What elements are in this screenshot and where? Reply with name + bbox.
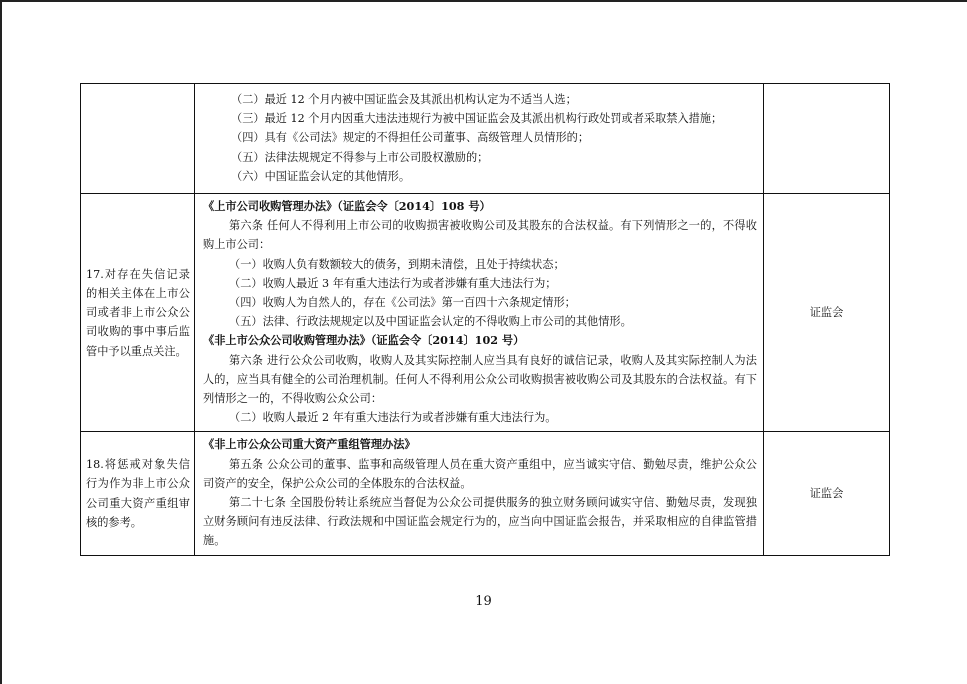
law-cell — [195, 84, 764, 194]
item-cell — [81, 432, 195, 555]
page-border-left — [0, 0, 2, 684]
list-item: （一）收购人负有数额较大的债务，到期未清偿，且处于持续状态； — [229, 257, 565, 271]
law-article: 第五条 公众公司的董事、监事和高级管理人员在重大资产重组中，应当诚实守信、勤勉尽责，维护公众公司资产的安全，保护公众公司的全体股东的合法权益。 — [203, 457, 757, 490]
list-item: （五）法律法规规定不得参与上市公司股权激励的； — [231, 150, 489, 164]
agency-cell — [764, 194, 890, 432]
agency-label: 证监会 — [809, 306, 844, 320]
agency-label: 证监会 — [809, 486, 844, 500]
law-title: 《上市公司收购管理办法》（证监会令〔2014〕108 号） — [203, 199, 491, 213]
list-item: （四）收购人为自然人的，存在《公司法》第一百四十六条规定情形； — [229, 296, 576, 310]
law-cell — [195, 194, 764, 432]
agency-cell — [764, 432, 890, 555]
law-article: 第六条 进行公众公司收购，收购人及其实际控制人应当具有良好的诚信记录，收购人及其实际控制人为法人的，应当具有健全的公司治理机制。任何人不得利用公众公司收购损害被收购公司及其股东的合法权益。有下列情形之一的，不得收购公众公司： — [203, 353, 757, 406]
law-title: 《非上市公众公司收购管理办法》（证监会令〔2014〕102 号） — [203, 333, 525, 348]
item-cell-empty — [81, 84, 195, 194]
list-item: （五）法律、行政法规规定以及中国证监会认定的不得收购上市公司的其他情形。 — [229, 315, 632, 329]
table-row-18 — [81, 432, 890, 555]
list-item: （二）收购人最近 2 年有重大违法行为或者涉嫌有重大违法行为。 — [229, 411, 557, 425]
table-row-continued — [81, 84, 890, 194]
table-row-17 — [81, 194, 890, 432]
law-article: 第六条 任何人不得利用上市公司的收购损害被收购公司及其股东的合法权益。有下列情形之一的，不得收购上市公司： — [203, 219, 757, 252]
list-item: （六）中国证监会认定的其他情形。 — [231, 169, 411, 183]
list-item: （四）具有《公司法》规定的不得担任公司董事、高级管理人员情形的； — [231, 131, 590, 145]
law-article: 第二十七条 全国股份转让系统应当督促为公众公司提供服务的独立财务顾问诚实守信、勤勉尽责，发现独立财务顾问有违反法律、行政法规和中国证监会规定行为的，应当向中国证监会报告，并采取相应的自律监管措施。 — [203, 496, 757, 548]
list-item: （二）收购人最近 3 年有重大违法行为或者涉嫌有重大违法行为； — [229, 276, 557, 290]
item-cell — [81, 194, 195, 432]
law-title: 《非上市公众公司重大资产重组管理办法》 — [203, 437, 416, 452]
measures-table — [80, 83, 890, 556]
page-border-top — [0, 0, 967, 2]
page-number: 19 — [475, 594, 492, 609]
law-cell — [195, 432, 764, 555]
list-item: （三）最近 12 个月内因重大违法违规行为被中国证监会及其派出机构行政处罚或者采取禁入措施； — [231, 112, 723, 126]
list-item: （二）最近 12 个月内被中国证监会及其派出机构认定为不适当人选； — [231, 93, 577, 106]
item-text: 18.将惩戒对象失信行为作为非上市公众公司重大资产重组审核的参考。 — [86, 458, 190, 529]
agency-cell-empty — [764, 84, 890, 194]
item-text: 17.对存在失信记录的相关主体在上市公司或者非上市公众公司收购的事中事后监管中予以重点关注。 — [86, 267, 190, 358]
